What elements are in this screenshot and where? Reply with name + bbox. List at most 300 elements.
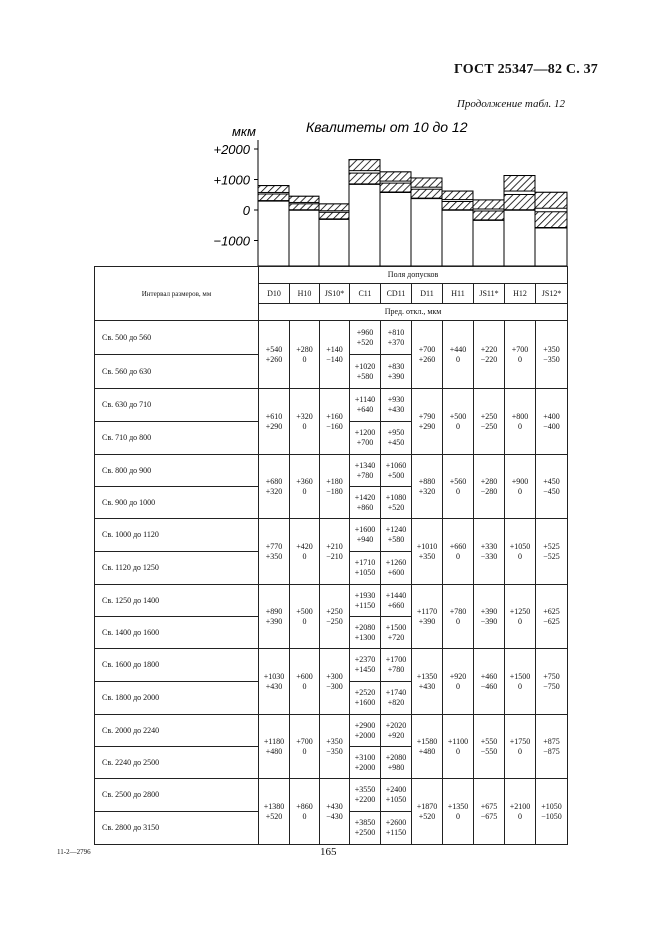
table-row xyxy=(95,715,568,747)
table-cell xyxy=(350,552,381,585)
table-cell xyxy=(443,389,474,455)
upper-deviation: +1930 xyxy=(354,590,376,600)
lower-deviation: −460 xyxy=(480,681,498,691)
upper-deviation: +830 xyxy=(387,361,405,371)
lower-deviation: 0 xyxy=(456,486,460,496)
lower-deviation: 0 xyxy=(456,746,460,756)
row-interval-label: Св. 1000 до 1120 xyxy=(95,519,259,552)
chart-zone-lower xyxy=(380,183,411,192)
lower-deviation: −750 xyxy=(543,681,560,691)
table-cell xyxy=(320,321,350,389)
chart-zone-upper xyxy=(349,160,380,171)
upper-deviation: +1030 xyxy=(263,671,285,681)
table-cell xyxy=(443,585,474,649)
units-header: Пред. откл., мкм xyxy=(259,304,568,321)
table-row xyxy=(95,321,568,355)
table-cell xyxy=(259,715,290,779)
chart-bar-JS11* xyxy=(473,200,504,266)
upper-deviation: +1010 xyxy=(416,541,438,551)
upper-deviation: +1710 xyxy=(354,558,376,567)
upper-deviation: +1580 xyxy=(416,736,438,746)
row-interval-label: Св. 500 до 560 xyxy=(95,321,259,355)
upper-deviation: +610 xyxy=(265,411,283,421)
lower-deviation: 0 xyxy=(302,811,307,821)
row-interval-label: Св. 2800 до 3150 xyxy=(95,812,259,845)
upper-deviation: +700 xyxy=(418,344,436,354)
tolerance-table xyxy=(94,266,568,845)
column-header: D10 xyxy=(259,284,290,304)
upper-deviation: +2600 xyxy=(385,818,407,827)
lower-deviation: +720 xyxy=(387,632,405,642)
upper-deviation: +1420 xyxy=(354,492,376,502)
upper-deviation: +390 xyxy=(480,606,498,616)
lower-deviation: +2000 xyxy=(354,762,376,772)
lower-deviation: +2500 xyxy=(354,828,376,837)
upper-deviation: +930 xyxy=(387,395,405,404)
lower-deviation: −350 xyxy=(326,746,343,756)
table-cell xyxy=(381,682,412,715)
table-cell xyxy=(536,321,568,389)
lower-deviation: +320 xyxy=(265,486,283,496)
table-cell xyxy=(381,389,412,422)
lower-deviation: −390 xyxy=(480,616,498,626)
upper-deviation: +700 xyxy=(296,736,313,746)
lower-deviation: −220 xyxy=(480,354,498,364)
upper-deviation: +2400 xyxy=(385,785,407,794)
chart-tick-label: +1000 xyxy=(213,172,250,188)
upper-deviation: +540 xyxy=(265,344,283,354)
upper-deviation: +860 xyxy=(296,801,313,811)
upper-deviation: +750 xyxy=(543,671,560,681)
chart-zone-upper xyxy=(442,191,473,200)
upper-deviation: +625 xyxy=(543,606,560,616)
tolerance-chart xyxy=(0,0,661,270)
upper-deviation: +1060 xyxy=(385,460,407,470)
table-row xyxy=(95,649,568,682)
upper-deviation: +2020 xyxy=(385,720,407,730)
upper-deviation: +2520 xyxy=(354,688,376,697)
table-cell xyxy=(536,585,568,649)
table-row xyxy=(95,779,568,812)
upper-deviation: +1020 xyxy=(354,361,376,371)
lower-deviation: −400 xyxy=(543,421,560,431)
upper-deviation: +900 xyxy=(511,476,529,486)
table-cell xyxy=(443,321,474,389)
upper-deviation: +675 xyxy=(480,801,498,811)
lower-deviation: +1150 xyxy=(354,600,376,610)
table-cell xyxy=(536,519,568,585)
upper-deviation: +3100 xyxy=(354,752,376,762)
lower-deviation: −430 xyxy=(326,811,343,821)
chart-tick-label: +2000 xyxy=(213,142,250,157)
table-cell xyxy=(412,779,443,845)
upper-deviation: +1080 xyxy=(385,492,407,502)
table-cell xyxy=(320,389,350,455)
table-cell xyxy=(443,715,474,779)
lower-deviation: 0 xyxy=(518,354,522,364)
lower-deviation: 0 xyxy=(518,616,522,626)
lower-deviation: +390 xyxy=(387,371,405,381)
upper-deviation: +1350 xyxy=(416,671,438,681)
upper-deviation: +1700 xyxy=(385,655,407,664)
lower-deviation: +520 xyxy=(418,811,436,821)
lower-deviation: −625 xyxy=(543,616,560,626)
upper-deviation: +440 xyxy=(449,344,467,354)
row-interval-label: Св. 1600 до 1800 xyxy=(95,649,259,682)
table-cell xyxy=(381,422,412,455)
table-cell xyxy=(259,585,290,649)
upper-deviation: +550 xyxy=(480,736,498,746)
column-header: C11 xyxy=(350,284,381,304)
row-interval-label: Св. 900 до 1000 xyxy=(95,487,259,519)
upper-deviation: +330 xyxy=(480,541,498,551)
upper-deviation: +600 xyxy=(296,671,313,681)
table-cell xyxy=(474,649,505,715)
table-cell xyxy=(536,455,568,519)
upper-deviation: +1180 xyxy=(263,736,285,746)
column-header: JS11* xyxy=(474,284,505,304)
lower-deviation: 0 xyxy=(302,354,307,364)
table-cell xyxy=(443,519,474,585)
table-cell xyxy=(259,649,290,715)
upper-deviation: +350 xyxy=(326,736,343,746)
chart-zone-lower xyxy=(473,211,504,220)
document-header: ГОСТ 25347—82 С. 37 xyxy=(454,62,598,77)
lower-deviation: +500 xyxy=(387,470,405,480)
table-cell xyxy=(320,715,350,779)
lower-deviation: 0 xyxy=(518,551,522,561)
lower-deviation: +780 xyxy=(356,470,374,480)
lower-deviation: +450 xyxy=(387,438,405,447)
table-cell xyxy=(381,649,412,682)
chart-zone-upper xyxy=(289,196,319,202)
table-cell xyxy=(350,455,381,487)
lower-deviation: −550 xyxy=(480,746,498,756)
table-cell xyxy=(381,747,412,779)
row-interval-label: Св. 2500 до 2800 xyxy=(95,779,259,812)
upper-deviation: +280 xyxy=(480,476,498,486)
lower-deviation: 0 xyxy=(456,616,460,626)
upper-deviation: +680 xyxy=(265,476,283,486)
table-cell xyxy=(290,519,320,585)
lower-deviation: 0 xyxy=(518,746,522,756)
table-cell xyxy=(381,585,412,617)
chart-zone-lower xyxy=(411,189,442,198)
table-cell xyxy=(350,617,381,649)
table-cell xyxy=(505,519,536,585)
row-interval-label: Св. 2240 до 2500 xyxy=(95,747,259,779)
lower-deviation: 0 xyxy=(456,551,460,561)
lower-deviation: +430 xyxy=(418,681,436,691)
table-cell xyxy=(474,779,505,845)
lower-deviation: 0 xyxy=(456,354,460,364)
table-cell xyxy=(505,585,536,649)
lower-deviation: +860 xyxy=(356,502,374,512)
upper-deviation: +500 xyxy=(296,606,313,616)
row-interval-label: Св. 630 до 710 xyxy=(95,389,259,422)
lower-deviation: 0 xyxy=(302,746,307,756)
table-cell xyxy=(350,747,381,779)
lower-deviation: +1050 xyxy=(354,568,376,577)
lower-deviation: −450 xyxy=(543,486,560,496)
table-cell xyxy=(381,552,412,585)
table-cell xyxy=(320,649,350,715)
chart-tick-label: −1000 xyxy=(213,233,250,249)
lower-deviation: −1050 xyxy=(541,811,562,821)
upper-deviation: +140 xyxy=(326,344,343,354)
lower-deviation: 0 xyxy=(456,681,460,691)
upper-deviation: +250 xyxy=(480,411,498,421)
lower-deviation: −300 xyxy=(326,681,343,691)
lower-deviation: +1450 xyxy=(354,665,376,674)
lower-deviation: +520 xyxy=(356,337,374,347)
lower-deviation: +640 xyxy=(356,405,374,414)
lower-deviation: +2200 xyxy=(354,795,376,804)
lower-deviation: 0 xyxy=(456,421,460,431)
lower-deviation: 0 xyxy=(518,421,522,431)
chart-zone-upper xyxy=(380,172,411,181)
upper-deviation: +780 xyxy=(449,606,467,616)
column-header: D11 xyxy=(412,284,443,304)
table-cell xyxy=(381,812,412,845)
chart-tick-label: 0 xyxy=(242,203,250,218)
chart-zone-upper xyxy=(411,178,442,187)
table-cell xyxy=(350,779,381,812)
upper-deviation: +800 xyxy=(511,411,529,421)
upper-deviation: +1050 xyxy=(509,541,531,551)
table-cell xyxy=(474,715,505,779)
upper-deviation: +1750 xyxy=(509,736,531,746)
lower-deviation: +920 xyxy=(387,730,405,740)
lower-deviation: −250 xyxy=(326,616,343,626)
table-cell xyxy=(381,617,412,649)
chart-zone-upper xyxy=(535,192,567,208)
row-interval-label: Св. 1400 до 1600 xyxy=(95,617,259,649)
lower-deviation: 0 xyxy=(456,811,460,821)
chart-zone-lower xyxy=(319,212,349,219)
table-cell xyxy=(536,649,568,715)
interval-header: Интервал размеров, мм xyxy=(95,267,259,321)
chart-zone-lower xyxy=(535,212,567,228)
upper-deviation: +1380 xyxy=(263,801,285,811)
upper-deviation: +875 xyxy=(543,736,560,746)
table-cell xyxy=(350,355,381,389)
lower-deviation: +980 xyxy=(387,762,405,772)
page-number: 165 xyxy=(320,846,337,858)
table-cell xyxy=(412,649,443,715)
table-cell xyxy=(505,455,536,519)
upper-deviation: +420 xyxy=(296,541,313,551)
upper-deviation: +1870 xyxy=(416,801,438,811)
upper-deviation: +810 xyxy=(387,327,405,337)
lower-deviation: 0 xyxy=(518,811,522,821)
lower-deviation: +350 xyxy=(265,551,283,561)
lower-deviation: +2000 xyxy=(354,730,376,740)
chart-zone-lower xyxy=(289,204,319,210)
upper-deviation: +160 xyxy=(326,411,343,421)
lower-deviation: +580 xyxy=(356,371,374,381)
table-cell xyxy=(505,321,536,389)
chart-title: Квалитеты от 10 до 12 xyxy=(306,119,468,135)
table-cell xyxy=(474,389,505,455)
upper-deviation: +880 xyxy=(418,476,436,486)
upper-deviation: +960 xyxy=(356,327,374,337)
lower-deviation: +660 xyxy=(387,600,405,610)
row-interval-label: Св. 1800 до 2000 xyxy=(95,682,259,715)
upper-deviation: +1350 xyxy=(447,801,469,811)
table-cell xyxy=(443,649,474,715)
table-cell xyxy=(350,585,381,617)
lower-deviation: +370 xyxy=(387,337,405,347)
table-cell xyxy=(474,321,505,389)
column-header: H12 xyxy=(505,284,536,304)
lower-deviation: +430 xyxy=(387,405,405,414)
lower-deviation: 0 xyxy=(302,681,307,691)
table-cell xyxy=(505,389,536,455)
table-cell xyxy=(350,519,381,552)
upper-deviation: +350 xyxy=(543,344,560,354)
upper-deviation: +560 xyxy=(449,476,467,486)
lower-deviation: +1050 xyxy=(385,795,407,804)
upper-deviation: +700 xyxy=(511,344,529,354)
lower-deviation: −350 xyxy=(543,354,560,364)
table-cell xyxy=(290,321,320,389)
lower-deviation: +520 xyxy=(265,811,283,821)
upper-deviation: +3550 xyxy=(354,785,376,794)
chart-zone-upper xyxy=(504,176,535,192)
upper-deviation: +920 xyxy=(449,671,467,681)
table-cell xyxy=(381,355,412,389)
lower-deviation: −180 xyxy=(326,486,343,496)
upper-deviation: +525 xyxy=(543,541,560,551)
table-cell xyxy=(259,779,290,845)
lower-deviation: −280 xyxy=(480,486,498,496)
upper-deviation: +2080 xyxy=(354,622,376,632)
upper-deviation: +210 xyxy=(326,541,343,551)
upper-deviation: +220 xyxy=(480,344,498,354)
table-cell xyxy=(350,321,381,355)
lower-deviation: +600 xyxy=(387,568,405,577)
upper-deviation: +460 xyxy=(480,671,498,681)
upper-deviation: +2080 xyxy=(385,752,407,762)
lower-deviation: +430 xyxy=(265,681,283,691)
table-row xyxy=(95,455,568,487)
table-cell xyxy=(412,389,443,455)
table-row xyxy=(95,519,568,552)
lower-deviation: +390 xyxy=(418,616,436,626)
lower-deviation: −875 xyxy=(543,746,560,756)
upper-deviation: +1050 xyxy=(541,801,562,811)
table-cell xyxy=(381,487,412,519)
table-cell xyxy=(350,682,381,715)
upper-deviation: +1500 xyxy=(385,622,407,632)
upper-deviation: +1170 xyxy=(416,606,438,616)
upper-deviation: +1200 xyxy=(354,428,376,437)
lower-deviation: −160 xyxy=(326,421,343,431)
table-cell xyxy=(536,389,568,455)
table-cell xyxy=(290,779,320,845)
table-cell xyxy=(443,455,474,519)
lower-deviation: +290 xyxy=(418,421,436,431)
column-header: JS10* xyxy=(320,284,350,304)
upper-deviation: +3850 xyxy=(354,818,376,827)
table-cell xyxy=(259,321,290,389)
lower-deviation: 0 xyxy=(518,486,522,496)
lower-deviation: 0 xyxy=(302,551,307,561)
upper-deviation: +280 xyxy=(296,344,313,354)
row-interval-label: Св. 800 до 900 xyxy=(95,455,259,487)
table-continuation-label: Продолжение табл. 12 xyxy=(456,98,565,110)
table-cell xyxy=(290,649,320,715)
chart-zone-upper xyxy=(258,186,289,193)
table-cell xyxy=(505,715,536,779)
lower-deviation: +1150 xyxy=(385,828,407,837)
lower-deviation: +320 xyxy=(418,486,436,496)
lower-deviation: +820 xyxy=(387,698,405,707)
table-cell xyxy=(350,422,381,455)
upper-deviation: +430 xyxy=(326,801,343,811)
table-cell xyxy=(443,779,474,845)
lower-deviation: −675 xyxy=(480,811,498,821)
upper-deviation: +1500 xyxy=(509,671,531,681)
chart-zone-lower xyxy=(442,201,473,210)
lower-deviation: +1300 xyxy=(354,632,376,642)
table-cell xyxy=(290,715,320,779)
lower-deviation: 0 xyxy=(302,616,307,626)
table-cell xyxy=(320,455,350,519)
upper-deviation: +450 xyxy=(543,476,560,486)
upper-deviation: +660 xyxy=(449,541,467,551)
table-cell xyxy=(320,779,350,845)
upper-deviation: +320 xyxy=(296,411,313,421)
table-cell xyxy=(259,389,290,455)
upper-deviation: +890 xyxy=(265,606,283,616)
upper-deviation: +500 xyxy=(449,411,467,421)
table-cell xyxy=(474,519,505,585)
chart-unit-label: мкм xyxy=(232,124,256,139)
table-cell xyxy=(412,715,443,779)
chart-zone-lower xyxy=(504,194,535,210)
table-cell xyxy=(381,519,412,552)
lower-deviation: +350 xyxy=(418,551,436,561)
upper-deviation: +2900 xyxy=(354,720,376,730)
lower-deviation: +940 xyxy=(356,535,374,544)
chart-zone-lower xyxy=(258,194,289,201)
upper-deviation: +1250 xyxy=(509,606,531,616)
lower-deviation: +390 xyxy=(265,616,283,626)
table-cell xyxy=(290,455,320,519)
chart-zone-upper xyxy=(319,204,349,211)
footer-code: 11-2—2796 xyxy=(57,848,91,856)
lower-deviation: +520 xyxy=(387,502,405,512)
table-cell xyxy=(381,715,412,747)
chart-zone-upper xyxy=(473,200,504,209)
lower-deviation: +700 xyxy=(356,438,374,447)
table-cell xyxy=(350,649,381,682)
table-row xyxy=(95,389,568,422)
table-cell xyxy=(536,715,568,779)
lower-deviation: +480 xyxy=(265,746,283,756)
lower-deviation: +480 xyxy=(418,746,436,756)
lower-deviation: +260 xyxy=(418,354,436,364)
table-cell xyxy=(350,487,381,519)
lower-deviation: +1600 xyxy=(354,698,376,707)
table-cell xyxy=(412,321,443,389)
upper-deviation: +300 xyxy=(326,671,343,681)
table-cell xyxy=(290,389,320,455)
table-cell xyxy=(505,779,536,845)
upper-deviation: +1600 xyxy=(354,525,376,534)
